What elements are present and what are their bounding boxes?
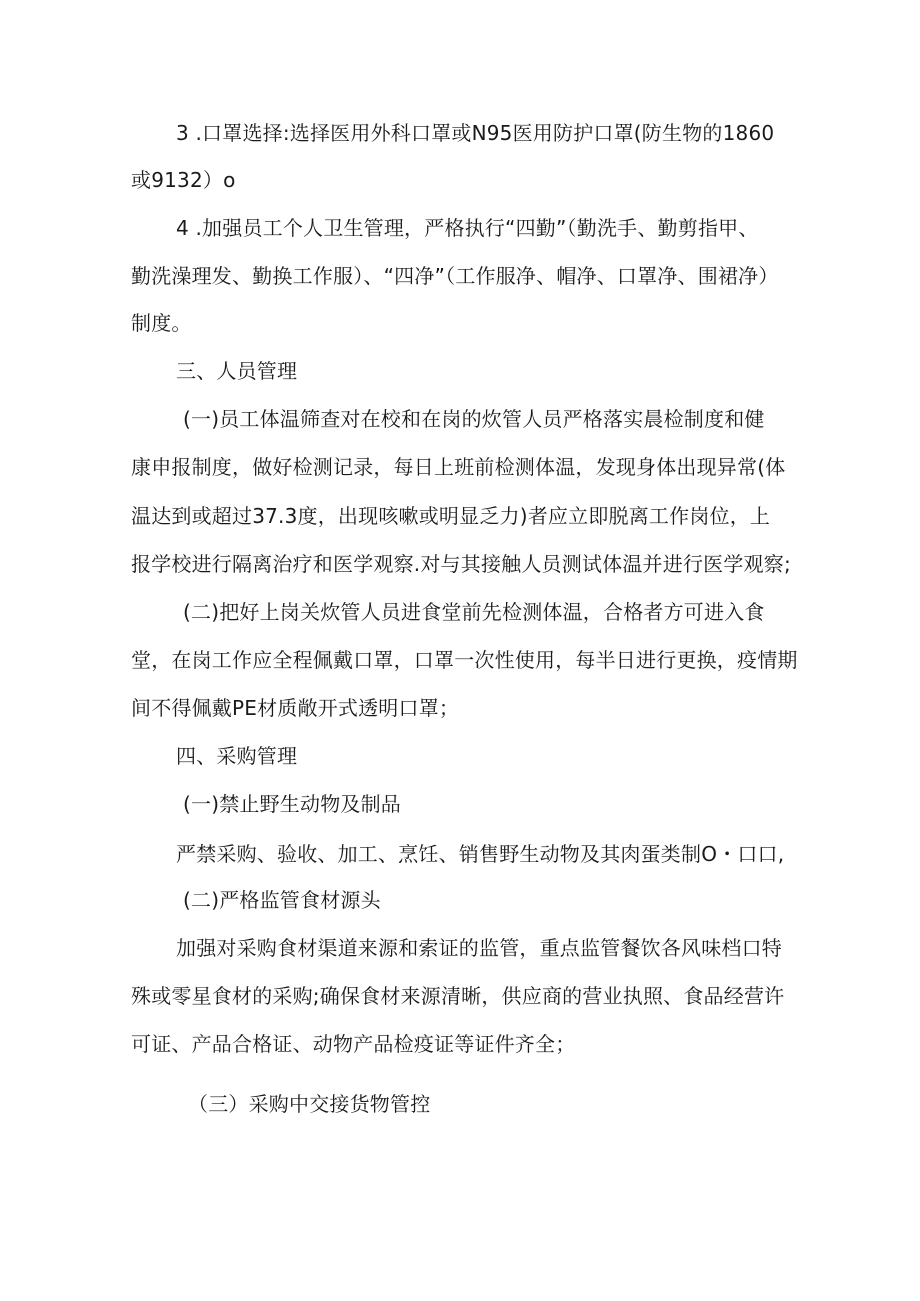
section-heading: 四、采购管理	[176, 744, 298, 768]
text-line: (二)把好上岗关炊管人员进食堂前先检测体温，合格者方可进入食	[183, 600, 765, 624]
text-line: 3 .口罩选择:选择医用外科口罩或N95医用防护口罩(防生物的1860	[176, 121, 775, 145]
text-line: 报学校进行隔离治疗和医学观察.对与其接触人员测试体温并进行医学观察;	[131, 552, 791, 576]
text-line: 温达到或超过37.3度，出现咳嗽或明显乏力)者应立即脱离工作岗位，上	[131, 504, 771, 528]
subsection-heading: （三）采购中交接货物管控	[188, 1092, 431, 1116]
text-line: 或9132）o	[131, 168, 236, 192]
text-line: 4 .加强员工个人卫生管理，严格执行“四勤”（勤洗手、勤剪指甲、	[176, 216, 759, 240]
text-line: (一)员工体温筛查对在校和在岗的炊管人员严格落实晨检制度和健	[183, 407, 765, 431]
text-line: 加强对采购食材渠道来源和索证的监管，重点监管餐饮各风味档口特	[176, 936, 782, 960]
text-line: 康申报制度，做好检测记录，每日上班前检测体温，发现身体出现异常(体	[131, 455, 786, 479]
text-line: 间不得佩戴PE材质敞开式透明口罩；	[131, 696, 460, 720]
text-line: 殊或零星食材的采购;确保食材来源清晰，供应商的营业执照、食品经营许	[131, 984, 785, 1008]
section-heading: 三、人员管理	[176, 359, 298, 383]
text-line: 勤洗澡理发、勤换工作服）、“四净”（工作服净、帽净、口罩净、围裙净）	[131, 264, 779, 288]
text-line: 严禁采购、验收、加工、烹饪、销售野生动物及其肉蛋类制O・口口,	[176, 842, 785, 866]
text-line: 堂，在岗工作应全程佩戴口罩，口罩一次性使用，每半日进行更换，疫情期	[131, 648, 798, 672]
subsection-heading: (二)严格监管食材源头	[183, 888, 381, 912]
subsection-heading: (一)禁止野生动物及制品	[183, 792, 402, 816]
text-line: 制度。	[131, 311, 192, 335]
text-line: 可证、产品合格证、动物产品检疫证等证件齐全；	[131, 1032, 576, 1056]
